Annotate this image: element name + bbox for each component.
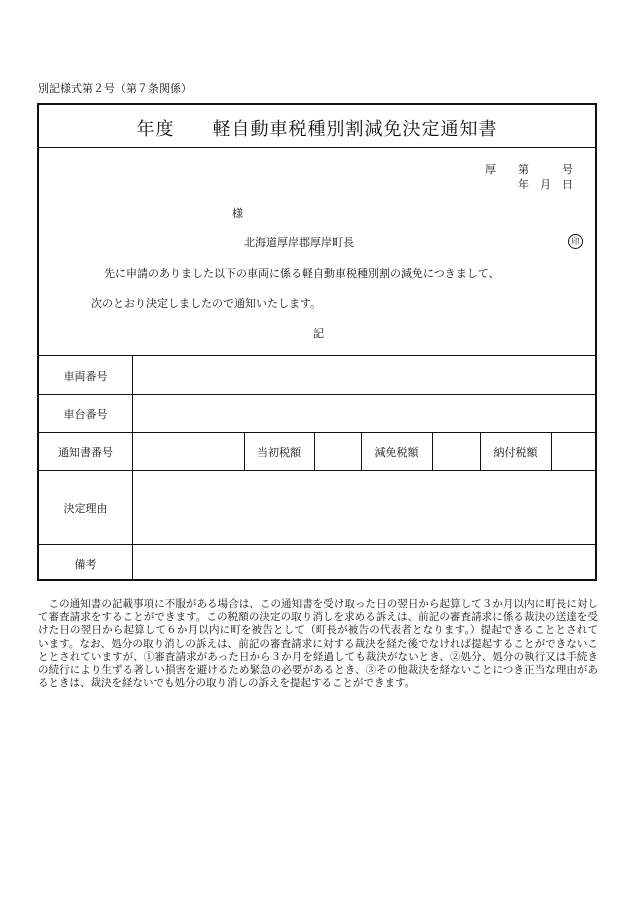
initial-tax-label: 当初税額 [257,446,301,459]
row-divider [39,470,595,471]
ki-heading: 記 [313,327,324,340]
chassis-number-label: 車台番号 [63,408,108,421]
seal-icon: 印 [568,234,583,249]
body-text-line-2: 次のとおり決定しましたので通知いたします。 [91,297,322,310]
row-divider [39,394,595,395]
notice-number-label: 通知書番号 [58,446,113,459]
table-top-line [39,355,595,356]
addressee-suffix: 様 [232,207,243,220]
decision-reason-label: 決定理由 [63,502,108,515]
reduced-tax-label: 減免税額 [374,446,419,459]
tax-cell-divider [432,432,433,470]
form-label: 別記様式第２号（第７条関係） [38,82,192,95]
remarks-label: 備考 [74,558,97,571]
page-title: 年度 軽自動車税種別割減免決定通知書 [136,119,498,140]
sender-name: 北海道厚岸郡厚岸町長 [244,236,354,249]
body-text-line-1: 先に申請のありました以下の車両に係る軽自動車税種別割の減免につきまして、 [104,267,500,280]
vehicle-number-label: 車両番号 [63,370,108,383]
row-divider [39,544,595,545]
tax-cell-divider [551,432,552,470]
tax-cell-divider [314,432,315,470]
payment-tax-label: 納付税額 [493,446,538,459]
notice-form [37,103,597,581]
footnote: この通知書の記載事項に不服がある場合は、この通知書を受け取った日の翌日から起算して３か月以内に町長に対して審査請求をすることができます。この税額の決定の取り消しを求める訴えは、前記の審査請求に係る裁決の送達を受けた日の翌日から起算して６か月以内に町を被告として（町長が被告の代表者となります。）提起できることとされています。なお、処分の取り消しの訴えは、前記の審査請求に対する裁決を経た後でなければ提起することができないこととされていますが、①審査請求があった日から３か月を経過しても裁決がないとき、②処分、処分の執行又は手続きの続行により生ずる著しい損害を避けるため緊急の必要があるとき、③その他裁決を経ないことにつき正当な理由があるときは、裁決を経ないでも処分の取り消しの訴えを提起することができます。 [38,598,598,690]
title-row [39,105,595,148]
row-divider [39,432,595,433]
notice-number-date: 厚 第 号 年 月 日 [485,163,573,191]
label-column-divider [132,355,133,581]
